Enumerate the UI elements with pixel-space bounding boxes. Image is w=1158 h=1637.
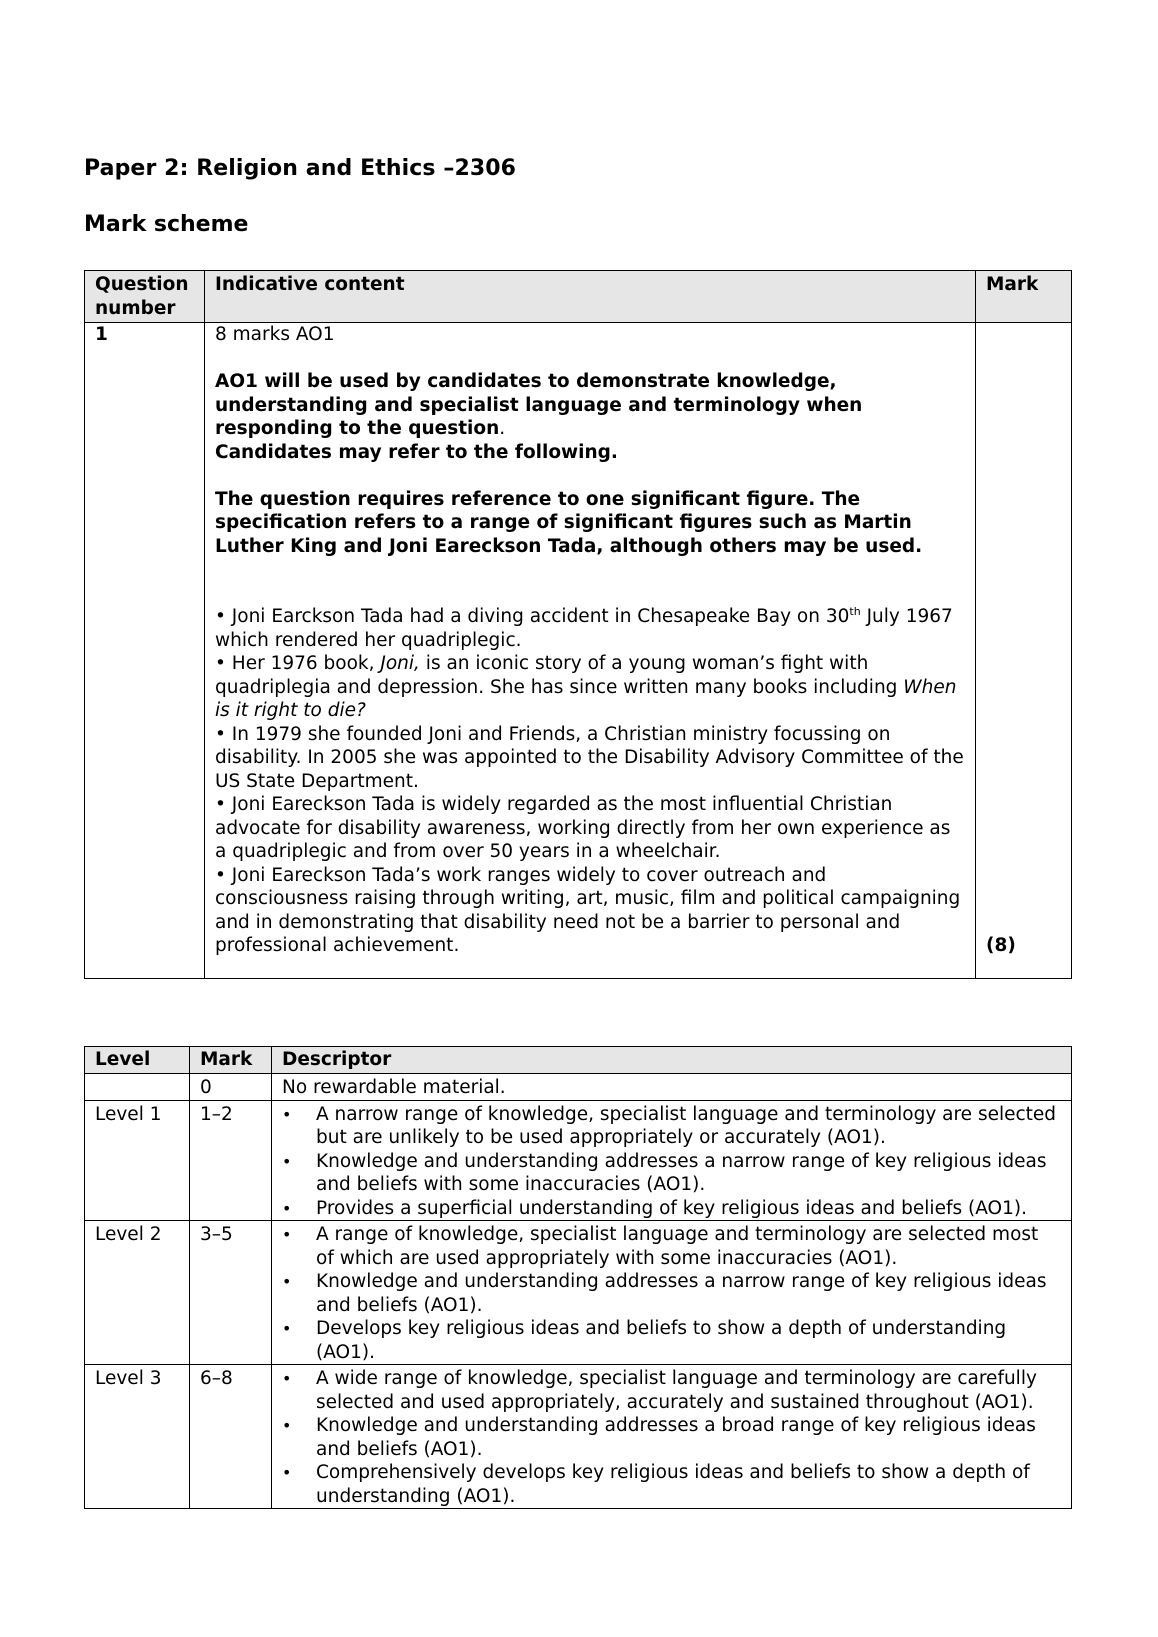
descriptor-bullet: • Knowledge and understanding addresses a narrow range of key religious ideas and beliefs (AO1). (316, 1270, 1061, 1317)
descriptor-list (282, 1367, 1061, 1508)
table-row (85, 323, 1072, 979)
table-row (85, 1100, 1072, 1221)
indicative-content (205, 323, 976, 979)
table-row (85, 1221, 1072, 1365)
header-question-number: Question number (85, 271, 205, 323)
descriptor-list (282, 1103, 1061, 1221)
book-title: Joni, (380, 653, 420, 674)
content-bullet (215, 652, 965, 723)
level-cell: Level 2 (85, 1221, 190, 1365)
marks-line: 8 marks AO1 (215, 324, 335, 345)
bullet-text: • Her 1976 book, (215, 653, 381, 674)
mark-cell: 1–2 (190, 1100, 272, 1221)
descriptor-list (282, 1223, 1061, 1364)
bullet-text: is an iconic story of a young woman’s fight with quadriplegia and depression. She has since written many books including (215, 653, 904, 698)
bullet-text: July 1967 which rendered her quadriplegic. (215, 606, 953, 651)
header-level: Level (85, 1047, 190, 1074)
header-mark: Mark (976, 271, 1072, 323)
descriptor-bullet: • Knowledge and understanding addresses a narrow range of key religious ideas and beliefs with some inaccuracies (AO1). (316, 1150, 1061, 1197)
document-title: Paper 2: Religion and Ethics –2306 (84, 156, 517, 181)
table-header-row (85, 271, 1072, 323)
ordinal-suffix: th (849, 604, 861, 618)
table-row (85, 1365, 1072, 1509)
question-number: 1 (85, 323, 205, 979)
mark-cell: 0 (190, 1074, 272, 1101)
descriptor-bullet: • A wide range of knowledge, specialist language and terminology are carefully selected and used appropriately, accurately and sustained throughout (AO1). (316, 1367, 1061, 1414)
descriptor-cell: No rewardable material. (272, 1074, 1072, 1101)
header-mark: Mark (190, 1047, 272, 1074)
descriptor-bullet: • Develops key religious ideas and beliefs to show a depth of understanding (AO1). (316, 1317, 1061, 1364)
candidates-line: Candidates may refer to the following. (215, 441, 618, 463)
requirement-text: The question requires reference to one significant figure. The specification refers to a range of significant figures such as Martin Luther King and Joni Eareckson Tada, although others may be used. (215, 488, 923, 557)
book-title: When is it right to die? (215, 676, 957, 721)
descriptor-bullet: • Provides a superficial understanding of key religious ideas and beliefs (AO1). (316, 1197, 1061, 1221)
content-bullet (215, 605, 965, 652)
level-descriptor-table (84, 1046, 1072, 1509)
question-mark: (8) (976, 323, 1072, 979)
ao1-intro-end: . (499, 418, 506, 439)
level-cell: Level 1 (85, 1100, 190, 1221)
level-cell: Level 3 (85, 1365, 190, 1509)
level-cell (85, 1074, 190, 1101)
bullet-text: • Joni Earckson Tada had a diving accident in Chesapeake Bay on 30 (215, 606, 850, 627)
indicative-content-table (84, 270, 1072, 979)
descriptor-cell (272, 1365, 1072, 1509)
descriptor-cell (272, 1100, 1072, 1221)
ao1-intro (215, 370, 965, 441)
content-bullet: • Joni Eareckson Tada’s work ranges widely to cover outreach and consciousness raising through writing, art, music, film and political campaigning and in demonstrating that disability need not be a barrier to personal and professional achievement. (215, 864, 961, 956)
descriptor-cell (272, 1221, 1072, 1365)
mark-cell: 3–5 (190, 1221, 272, 1365)
descriptor-bullet: • Knowledge and understanding addresses a broad range of key religious ideas and beliefs (AO1). (316, 1414, 1061, 1461)
header-descriptor: Descriptor (272, 1047, 1072, 1074)
ao1-intro-text: AO1 will be used by candidates to demonstrate knowledge, understanding and specialist language and terminology when responding to the question (215, 371, 863, 439)
descriptor-bullet: • Comprehensively develops key religious ideas and beliefs to show a depth of understanding (AO1). (316, 1461, 1061, 1508)
descriptor-bullet: • A range of knowledge, specialist language and terminology are selected most of which are used appropriately with some inaccuracies (AO1). (316, 1223, 1061, 1270)
content-bullet: • Joni Eareckson Tada is widely regarded as the most influential Christian advocate for disability awareness, working directly from her own experience as a quadriplegic and from over 50 years in a wheelchair. (215, 794, 951, 862)
table-row (85, 1074, 1072, 1101)
content-bullet: • In 1979 she founded Joni and Friends, a Christian ministry focussing on disability. In 2005 she was appointed to the Disability Advisory Committee of the US State Department. (215, 723, 964, 792)
document-subtitle: Mark scheme (84, 212, 249, 237)
descriptor-bullet: • A narrow range of knowledge, specialist language and terminology are selected but are unlikely to be used appropriately or accurately (AO1). (316, 1103, 1061, 1150)
header-indicative-content: Indicative content (205, 271, 976, 323)
table-header-row (85, 1047, 1072, 1074)
mark-cell: 6–8 (190, 1365, 272, 1509)
